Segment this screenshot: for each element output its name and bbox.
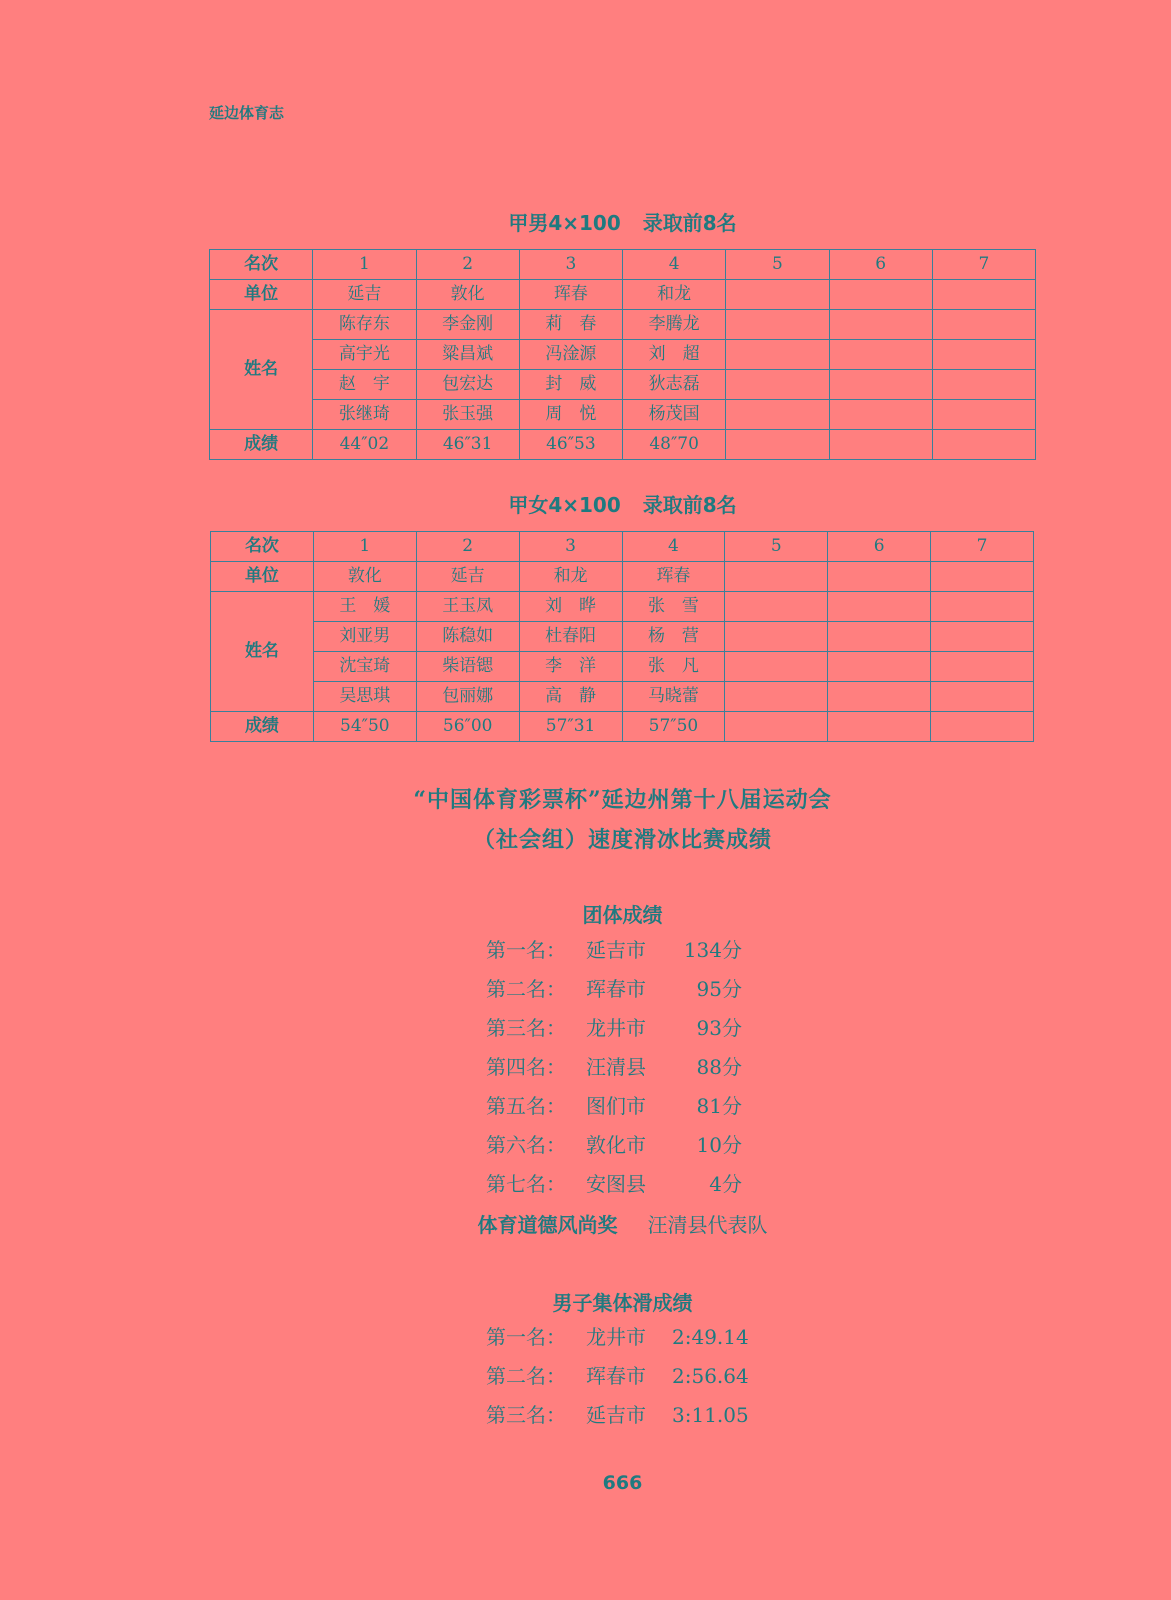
athlete-name-cell	[726, 370, 829, 400]
team-result-score: 4分	[709, 1172, 742, 1196]
name-label: 姓名	[210, 310, 313, 430]
table-row	[211, 712, 1034, 742]
athlete-name-cell: 陈存东	[313, 310, 416, 340]
athlete-name-cell: 柴语锶	[416, 652, 519, 682]
table-row	[210, 340, 1036, 370]
unit-cell: 和龙	[519, 562, 622, 592]
table2-title	[0, 489, 1171, 518]
athlete-name-cell: 粱昌斌	[416, 340, 519, 370]
unit-cell	[931, 562, 1034, 592]
team-result-unit: 图们市	[586, 1094, 646, 1118]
score-cell: 57″50	[622, 712, 725, 742]
athlete-name-cell: 封 威	[519, 370, 622, 400]
unit-cell: 敦化	[416, 280, 519, 310]
athlete-name-cell	[725, 652, 828, 682]
team-result-unit: 汪清县	[586, 1055, 646, 1079]
unit-label: 单位	[211, 562, 314, 592]
athlete-name-cell: 冯淦源	[519, 340, 622, 370]
athlete-name-cell: 王玉凤	[416, 592, 519, 622]
rank-cell: 3	[519, 250, 622, 280]
athlete-name-cell: 包宏达	[416, 370, 519, 400]
athlete-name-cell: 张 凡	[622, 652, 725, 682]
table-row	[210, 280, 1036, 310]
athlete-name-cell: 陈稳如	[416, 622, 519, 652]
athlete-name-cell	[829, 370, 932, 400]
athlete-name-cell	[931, 682, 1034, 712]
score-cell	[829, 430, 932, 460]
athlete-name-cell: 张继琦	[313, 400, 416, 430]
men-group-result-row	[486, 1325, 749, 1349]
men-group-result-row	[486, 1364, 749, 1388]
unit-cell: 敦化	[313, 562, 416, 592]
sportsmanship-award	[0, 1209, 1171, 1238]
score-cell: 44″02	[313, 430, 416, 460]
score-label: 成绩	[211, 712, 314, 742]
team-result-rank: 第二名：	[486, 977, 566, 1001]
unit-cell: 延吉	[313, 280, 416, 310]
main-title-line2: （社会组）速度滑冰比赛成绩	[472, 827, 772, 853]
rank-cell: 3	[519, 532, 622, 562]
athlete-name-cell	[829, 400, 932, 430]
athlete-name-cell: 刘 超	[623, 340, 726, 370]
athlete-name-cell: 马晓蕾	[622, 682, 725, 712]
main-title-line1: “中国体育彩票杯”延边州第十八届运动会	[413, 787, 832, 813]
rank-cell: 1	[313, 532, 416, 562]
athlete-name-cell	[932, 310, 1035, 340]
unit-cell: 珲春	[519, 280, 622, 310]
men-group-result-rank: 第一名：	[486, 1325, 566, 1349]
team-result-row	[486, 979, 742, 999]
table1-title	[0, 207, 1171, 236]
team-result-rank: 第四名：	[486, 1055, 566, 1079]
team-result-rank: 第六名：	[486, 1133, 566, 1157]
relay-results-table-women	[210, 531, 1034, 742]
table1-title-main: 甲男4×100	[508, 211, 621, 235]
athlete-name-cell: 高 静	[519, 682, 622, 712]
score-cell	[931, 712, 1034, 742]
unit-cell	[829, 280, 932, 310]
table2-title-main: 甲女4×100	[508, 493, 621, 517]
award-value: 汪清县代表队	[647, 1213, 768, 1237]
table-row	[210, 430, 1036, 460]
athlete-name-cell	[931, 652, 1034, 682]
table-row	[210, 250, 1036, 280]
athlete-name-cell	[726, 340, 829, 370]
rank-cell: 6	[829, 250, 932, 280]
athlete-name-cell: 张玉强	[416, 400, 519, 430]
unit-cell: 延吉	[416, 562, 519, 592]
rank-cell: 2	[416, 250, 519, 280]
team-result-score: 93分	[696, 1016, 742, 1040]
men-group-result-unit: 龙井市	[586, 1325, 646, 1349]
team-result-unit: 敦化市	[586, 1133, 646, 1157]
table-row	[211, 532, 1034, 562]
men-group-result-row	[486, 1403, 749, 1427]
team-result-rank: 第三名：	[486, 1016, 566, 1040]
table-row	[210, 310, 1036, 340]
athlete-name-cell	[931, 622, 1034, 652]
team-result-score: 95分	[696, 977, 742, 1001]
team-result-rank: 第五名：	[486, 1094, 566, 1118]
table1-title-note: 录取前8名	[642, 211, 737, 235]
team-result-row	[486, 1018, 742, 1038]
athlete-name-cell: 李腾龙	[623, 310, 726, 340]
table-row	[210, 370, 1036, 400]
athlete-name-cell: 狄志磊	[623, 370, 726, 400]
team-result-unit: 安图县	[586, 1172, 646, 1196]
athlete-name-cell	[932, 400, 1035, 430]
athlete-name-cell: 李金刚	[416, 310, 519, 340]
athlete-name-cell	[828, 652, 931, 682]
team-result-rank: 第一名：	[486, 938, 566, 962]
athlete-name-cell	[931, 592, 1034, 622]
athlete-name-cell: 刘 晔	[519, 592, 622, 622]
men-group-result-unit: 珲春市	[586, 1364, 646, 1388]
score-cell	[828, 712, 931, 742]
team-results-title: 团体成绩	[582, 903, 663, 927]
athlete-name-cell: 刘亚男	[313, 622, 416, 652]
rank-cell: 2	[416, 532, 519, 562]
team-result-score: 88分	[696, 1055, 742, 1079]
team-result-row	[486, 1174, 742, 1194]
rank-cell: 6	[828, 532, 931, 562]
athlete-name-cell: 包丽娜	[416, 682, 519, 712]
award-label: 体育道德风尚奖	[477, 1213, 618, 1237]
table2-title-note: 录取前8名	[642, 493, 737, 517]
team-result-unit: 珲春市	[586, 977, 646, 1001]
table-row	[210, 400, 1036, 430]
athlete-name-cell: 杨 营	[622, 622, 725, 652]
table-row	[211, 622, 1034, 652]
men-group-result-unit: 延吉市	[586, 1403, 646, 1427]
score-cell: 54″50	[313, 712, 416, 742]
athlete-name-cell: 杨茂国	[623, 400, 726, 430]
athlete-name-cell	[829, 340, 932, 370]
athlete-name-cell: 高宇光	[313, 340, 416, 370]
team-result-row	[486, 1057, 742, 1077]
rank-cell: 1	[313, 250, 416, 280]
score-cell: 46″31	[416, 430, 519, 460]
rank-cell: 5	[726, 250, 829, 280]
athlete-name-cell	[725, 592, 828, 622]
rank-header-label: 名次	[210, 250, 313, 280]
unit-cell	[726, 280, 829, 310]
athlete-name-cell	[932, 370, 1035, 400]
score-cell	[726, 430, 829, 460]
men-group-result-score: 3:11.05	[672, 1403, 749, 1427]
rank-cell: 4	[623, 250, 726, 280]
score-cell: 48″70	[623, 430, 726, 460]
name-label: 姓名	[211, 592, 314, 712]
table-row	[211, 592, 1034, 622]
score-cell: 56″00	[416, 712, 519, 742]
team-result-score: 134分	[683, 938, 742, 962]
rank-cell: 5	[725, 532, 828, 562]
men-group-result-rank: 第三名：	[486, 1403, 566, 1427]
men-group-title: 男子集体滑成绩	[552, 1291, 693, 1315]
athlete-name-cell	[725, 682, 828, 712]
men-group-result-score: 2:49.14	[672, 1325, 749, 1349]
unit-cell	[725, 562, 828, 592]
team-result-score: 10分	[696, 1133, 742, 1157]
athlete-name-cell	[725, 622, 828, 652]
table-row	[211, 562, 1034, 592]
rank-cell: 7	[932, 250, 1035, 280]
score-cell	[725, 712, 828, 742]
athlete-name-cell	[829, 310, 932, 340]
team-result-unit: 延吉市	[586, 938, 646, 962]
unit-cell: 和龙	[623, 280, 726, 310]
running-header: 延边体育志	[209, 104, 285, 122]
athlete-name-cell: 杜春阳	[519, 622, 622, 652]
athlete-name-cell	[828, 682, 931, 712]
rank-header-label: 名次	[211, 532, 314, 562]
rank-cell: 4	[622, 532, 725, 562]
athlete-name-cell: 张 雪	[622, 592, 725, 622]
unit-label: 单位	[210, 280, 313, 310]
rank-cell: 7	[931, 532, 1034, 562]
athlete-name-cell: 吴思琪	[313, 682, 416, 712]
unit-cell	[828, 562, 931, 592]
athlete-name-cell	[932, 340, 1035, 370]
men-group-result-rank: 第二名：	[486, 1364, 566, 1388]
athlete-name-cell: 周 悦	[519, 400, 622, 430]
team-result-row	[486, 940, 742, 960]
athlete-name-cell	[726, 310, 829, 340]
athlete-name-cell	[726, 400, 829, 430]
unit-cell	[932, 280, 1035, 310]
athlete-name-cell: 沈宝琦	[313, 652, 416, 682]
unit-cell: 珲春	[622, 562, 725, 592]
page-number: 666	[602, 1472, 643, 1494]
athlete-name-cell: 莉 春	[519, 310, 622, 340]
table-row	[211, 652, 1034, 682]
athlete-name-cell: 王 媛	[313, 592, 416, 622]
score-cell: 46″53	[519, 430, 622, 460]
team-result-row	[486, 1135, 742, 1155]
athlete-name-cell	[828, 592, 931, 622]
athlete-name-cell: 赵 宇	[313, 370, 416, 400]
score-cell	[932, 430, 1035, 460]
table-row	[211, 682, 1034, 712]
score-cell: 57″31	[519, 712, 622, 742]
athlete-name-cell: 李 洋	[519, 652, 622, 682]
athlete-name-cell	[828, 622, 931, 652]
relay-results-table-men	[209, 249, 1036, 460]
team-result-score: 81分	[696, 1094, 742, 1118]
team-result-rank: 第七名：	[486, 1172, 566, 1196]
team-result-row	[486, 1096, 742, 1116]
men-group-result-score: 2:56.64	[672, 1364, 749, 1388]
team-result-unit: 龙井市	[586, 1016, 646, 1040]
score-label: 成绩	[210, 430, 313, 460]
